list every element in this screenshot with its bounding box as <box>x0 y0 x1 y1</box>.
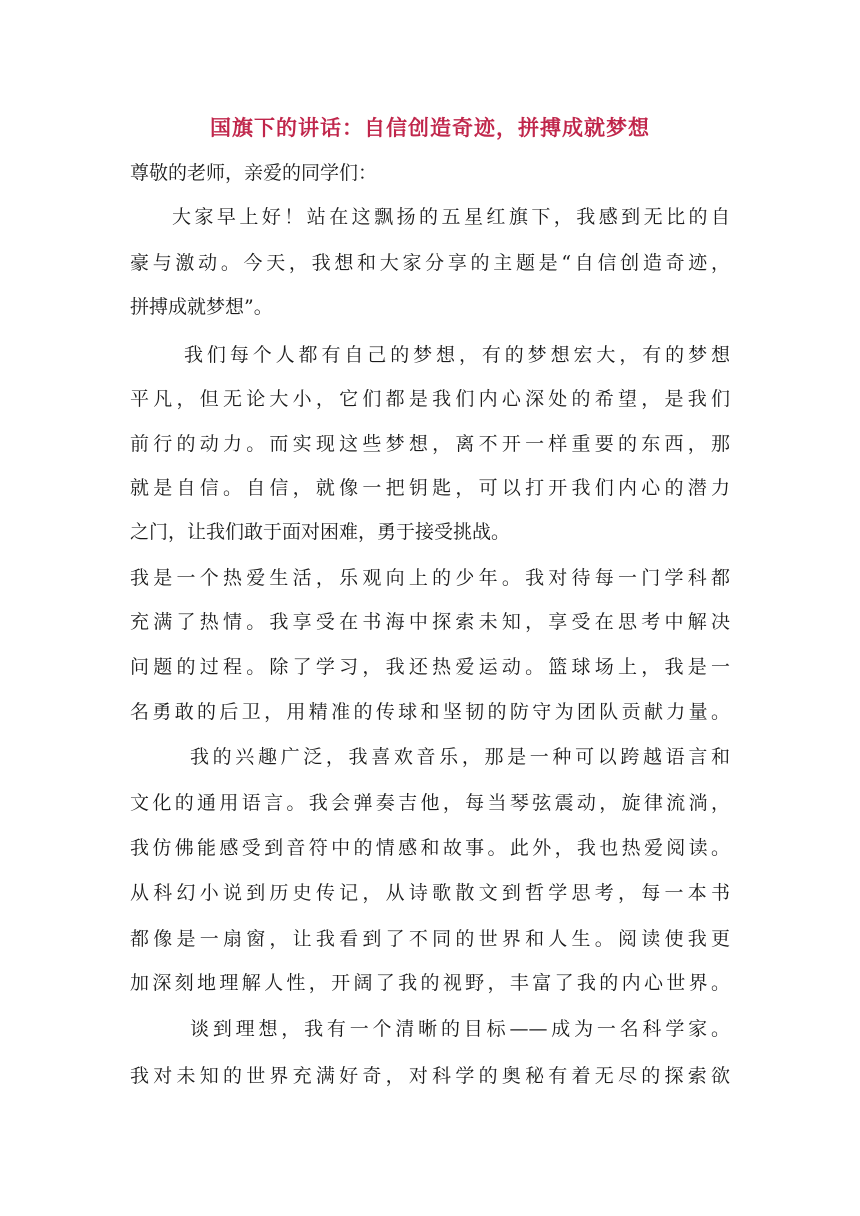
paragraph-3-line: 名勇敢的后卫，用精准的传球和坚韧的防守为团队贡献力量。 <box>130 701 730 723</box>
paragraph-2-line: 之门，让我们敢于面对困难，勇于接受挑战。 <box>130 521 511 543</box>
paragraph-5-line: 谈到理想，我有一个清晰的目标——成为一名科学家。 <box>190 1018 730 1040</box>
paragraph-5-line: 我对未知的世界充满好奇，对科学的奥秘有着无尽的探索欲 <box>130 1065 730 1087</box>
paragraph-2-line: 平凡，但无论大小，它们都是我们内心深处的希望，是我们 <box>130 388 730 410</box>
paragraph-1-line: 拼搏成就梦想”。 <box>130 296 273 318</box>
paragraph-4-line: 加深刻地理解人性，开阔了我的视野，丰富了我的内心世界。 <box>130 972 730 994</box>
paragraph-1-line: 大家早上好！站在这飘扬的五星红旗下，我感到无比的自 <box>172 206 730 228</box>
paragraph-2-line: 前行的动力。而实现这些梦想，离不开一样重要的东西，那 <box>130 433 730 455</box>
paragraph-3-line: 充满了热情。我享受在书海中探索未知，享受在思考中解决 <box>130 611 730 633</box>
paragraph-4-line: 从科幻小说到历史传记，从诗歌散文到哲学思考，每一本书 <box>130 882 730 904</box>
paragraph-3-line: 我是一个热爱生活，乐观向上的少年。我对待每一门学科都 <box>130 567 730 589</box>
paragraph-4-line: 都像是一扇窗，让我看到了不同的世界和人生。阅读使我更 <box>130 928 730 950</box>
paragraph-1-line: 豪与激动。今天，我想和大家分享的主题是“自信创造奇迹， <box>130 252 730 274</box>
paragraph-4-line: 我仿佛能感受到音符中的情感和故事。此外，我也热爱阅读。 <box>130 837 730 859</box>
document-title: 国旗下的讲话：自信创造奇迹，拼搏成就梦想 <box>210 116 650 140</box>
paragraph-3-line: 问题的过程。除了学习，我还热爱运动。篮球场上，我是一 <box>130 656 730 678</box>
greeting-line: 尊敬的老师，亲爱的同学们： <box>130 162 378 184</box>
paragraph-4-line: 我的兴趣广泛，我喜欢音乐，那是一种可以跨越语言和 <box>190 746 730 768</box>
paragraph-4-line: 文化的通用语言。我会弹奏吉他，每当琴弦震动，旋律流淌， <box>130 792 730 814</box>
paragraph-2-line: 我们每个人都有自己的梦想，有的梦想宏大，有的梦想 <box>184 344 730 366</box>
paragraph-2-line: 就是自信。自信，就像一把钥匙，可以打开我们内心的潜力 <box>130 477 730 499</box>
